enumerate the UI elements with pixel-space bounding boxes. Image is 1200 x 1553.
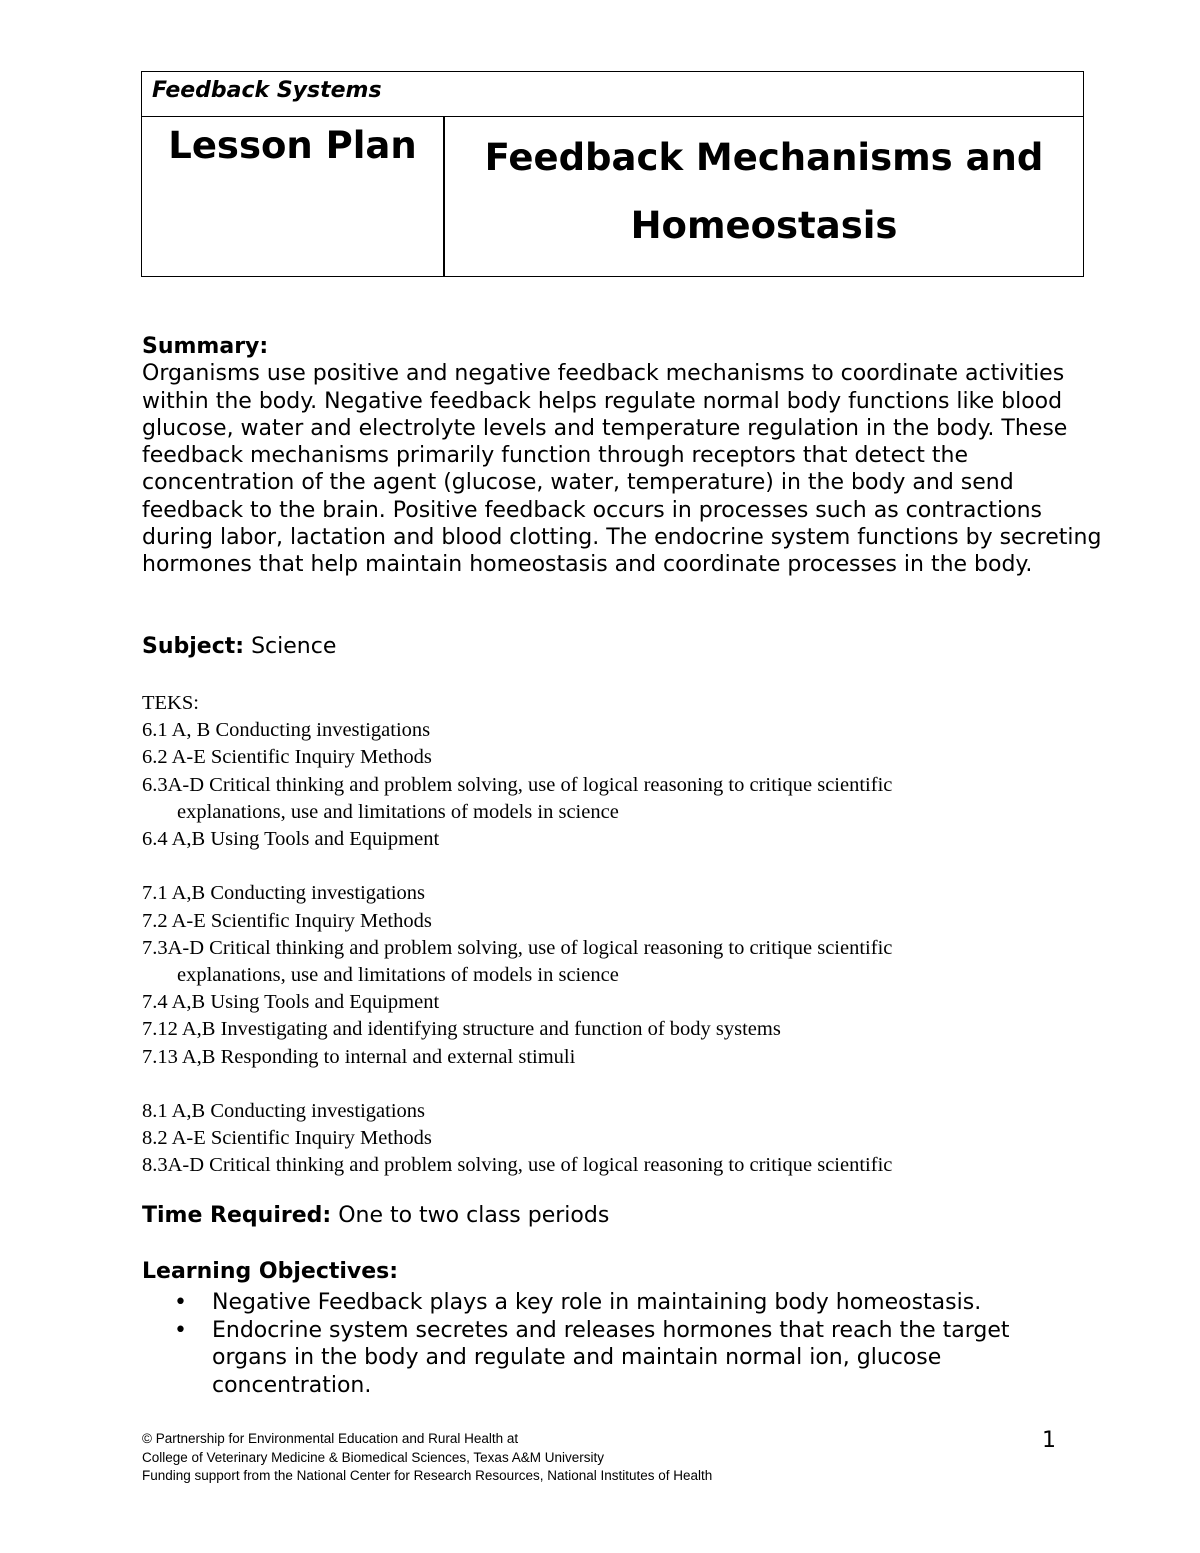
page-footer (142, 1430, 712, 1486)
teks-section (142, 690, 1102, 1180)
lesson-title (445, 124, 1083, 260)
summary-label: Summary: (142, 334, 269, 359)
time-required-value: One to two class periods (338, 1203, 610, 1228)
teks-item: 7.12 A,B Investigating and identifying structure and function of body systems (142, 1018, 781, 1041)
time-required-section (142, 1203, 609, 1228)
teks-item: 8.1 A,B Conducting investigations (142, 1100, 426, 1123)
teks-item-continuation: explanations, use and limitations of models in science (177, 800, 619, 823)
teks-item: 8.2 A-E Scientific Inquiry Methods (142, 1127, 432, 1150)
teks-item: 7.4 A,B Using Tools and Equipment (142, 991, 440, 1014)
teks-item: 6.1 A, B Conducting investigations (142, 719, 431, 742)
teks-item: 7.2 A-E Scientific Inquiry Methods (142, 909, 432, 932)
series-title: Feedback Systems (152, 78, 382, 103)
teks-item: 7.1 A,B Conducting investigations (142, 882, 426, 905)
series-row (142, 72, 1083, 117)
teks-item-continuation: explanations, use and limitations of models in science (177, 964, 619, 987)
learning-objectives-heading: Learning Objectives: (142, 1259, 399, 1284)
summary-section (142, 333, 1102, 579)
teks-item: 7.13 A,B Responding to internal and external stimuli (142, 1045, 576, 1068)
subject-label: Subject: (142, 634, 245, 659)
lesson-title-line-1: Feedback Mechanisms and (484, 136, 1044, 179)
footer-funding: Funding support from the National Center for Research Resources, National Institutes of Health (142, 1468, 713, 1483)
teks-item: 6.4 A,B Using Tools and Equipment (142, 828, 440, 851)
time-required-label: Time Required: (142, 1203, 332, 1228)
teks-item: 6.3A-D Critical thinking and problem solving, use of logical reasoning to critique scientific (142, 773, 893, 796)
footer-copyright: © Partnership for Environmental Education and Rural Health at (142, 1431, 519, 1446)
learning-objectives-list (142, 1289, 1062, 1399)
teks-spacer (142, 1071, 1102, 1098)
subject-value: Science (251, 634, 337, 659)
objective-text: Negative Feedback plays a key role in maintaining body homeostasis. (212, 1290, 982, 1315)
summary-text: Organisms use positive and negative feedback mechanisms to coordinate activities within the body. Negative feedback helps regulate normal body functions like blood glucose, water and electrolyte levels and temperature regulation in the body. These feedback mechanisms primarily function through receptors that detect the concentration of the agent (glucose, water, temperature) in the body and send feedback to the brain. Positive feedback occurs in processes such as contractions during labor, lactation and blood clotting. The endocrine system functions by secreting hormones that help maintain homeostasis and coordinate processes in the body. (142, 361, 1102, 578)
list-item (142, 1317, 1062, 1400)
bullet-icon: • (174, 1317, 187, 1343)
objective-text: Endocrine system secretes and releases hormones that reach the target organs in the body and regulate and maintain normal ion, glucose concentration. (212, 1317, 1010, 1398)
teks-item: 8.3A-D Critical thinking and problem solving, use of logical reasoning to critique scientific (142, 1154, 893, 1177)
footer-institution: College of Veterinary Medicine & Biomedical Sciences, Texas A&M University (142, 1449, 604, 1465)
lesson-title-line-2: Homeostasis (630, 204, 898, 247)
teks-label: TEKS: (142, 692, 199, 714)
header-table (141, 71, 1084, 277)
teks-item: 7.3A-D Critical thinking and problem solving, use of logical reasoning to critique scientific (142, 936, 893, 959)
subject-section (142, 634, 336, 659)
teks-spacer (142, 853, 1102, 880)
page-number: 1 (1042, 1428, 1056, 1453)
teks-item: 6.2 A-E Scientific Inquiry Methods (142, 746, 432, 769)
list-item (142, 1289, 1062, 1317)
lesson-plan-label: Lesson Plan (168, 124, 417, 167)
bullet-icon: • (174, 1290, 187, 1315)
